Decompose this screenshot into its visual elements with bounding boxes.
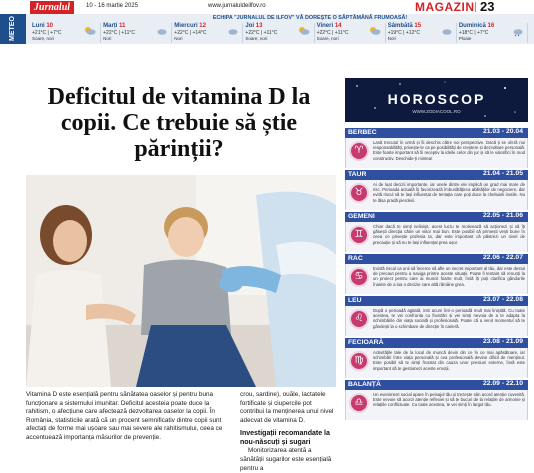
sign-name: FECIOARĂ [348, 339, 384, 346]
horoscope-sign [345, 296, 528, 336]
weather-day-desc: Nori [387, 36, 396, 41]
zodiac-glyph-icon: ♎ [354, 397, 364, 408]
horoscope-title: HOROSCOP [387, 91, 486, 107]
issue-date: 10 - 16 martie 2025 [86, 3, 139, 9]
weather-day-name: Duminică 16 [458, 23, 495, 29]
horoscope-sign [345, 128, 528, 168]
article-column-2 [240, 391, 337, 473]
cloud-icon [440, 26, 452, 36]
horoscope-sign [345, 254, 528, 294]
sun-cloud-icon [298, 26, 310, 36]
weather-days [30, 23, 528, 43]
zodiac-glyph-icon: ♉ [354, 187, 364, 198]
sign-text: Un eveniment social apare în peisajul tău și trezește sân acord atenție cuvenită. Este nevoie să acorzi atenție reflexiei și să te bucuri de la relațiile de armonie și relațiile conflictuale. Cu toate acestea, te vei simți în largul tău. [373, 392, 525, 408]
sign-text: Lasă trecutul în urmă și fii deschis către noi perspective. Dacă ți se oferă noi responsabilități, privește-le ca pe posibilități de creștere și dezvoltare personală. Este foarte important să fii receptiv la ideile celor din jur și să le valorifici în mod constructiv. Deschide-ți mintea! [373, 140, 525, 161]
sign-name: LEU [348, 297, 362, 304]
weather-day-desc: Soare, nori [32, 36, 55, 41]
weather-day-name: Sâmbătă 15 [387, 23, 422, 29]
zodiac-medallion-icon [349, 393, 369, 413]
sign-body [345, 222, 528, 252]
sign-text: Chiar dacă te simți nelinișit, acest lucru te motivează să acționezi și să îți găsești direcția către un viitor mai bun. Este posibil să primești vești bune în ceea ce privește profesia ta, dar este important că păstrezi un nivel de precauție și să nu te lași influențat prea ușor. [373, 224, 525, 245]
sign-body [345, 348, 528, 378]
website-link[interactable]: www.jurnaluldeilfov.ro [208, 3, 266, 9]
sign-dates: 21.03 - 20.04 [482, 128, 523, 135]
weather-banner-text: ECHIPA "JURNALUL DE ILFOV" VĂ DOREȘTE O SĂPTĂMÂNĂ FRUMOASĂ! [212, 15, 408, 21]
zodiac-glyph-icon: ♊ [354, 229, 364, 240]
zodiac-medallion-icon [349, 183, 369, 203]
weather-day-name: Vineri 14 [316, 23, 342, 29]
article-column-1: Vitamina D este esențială pentru sănătatea oaselor și pentru buna funcționare a sistemului imunitar. Deficitul acesteia poate duce la rahitism, o afecțiune care afectează dezvoltarea oaselor la copii. În România, statisticile arată că un procent semnificativ dintre copii sunt afectați de forme mai ușoare sau mai severe ale rahitismului, ceea ce accentuează importanța măsurilor de prevenție. [26, 391, 223, 441]
weather-day-temp: +22°C | +11°C [245, 30, 278, 36]
sign-dates: 23.08 - 21.09 [482, 338, 523, 345]
rain-icon [511, 26, 523, 36]
cloud-icon [226, 26, 238, 36]
sign-header [345, 296, 528, 306]
article-column-2-rest: Monitorizarea atentă a sănătății sugarilor este esențială pentru a [240, 447, 332, 472]
sign-header [345, 254, 528, 264]
weather-day [457, 23, 528, 43]
weather-day [101, 23, 172, 43]
horoscope-site: WWW.ZODIACOOL.RO [412, 109, 461, 114]
weather-day-temp: +19°C | +12°C [387, 30, 420, 36]
sign-text: După o perioadă agitată, intri acum într-o perioadă mult mai liniștită. Cu toate acestea, te vei confrunta cu frustrări și vei simți nevoia de a te adapta la schimbările din viața socială și profesională. Poate că a venit momentul să te gândești la o schimbare de direcție în carieră. [373, 308, 525, 329]
weather-day-desc: Soare, nori [245, 36, 268, 41]
weather-day-temp: +22°C | +11°C [103, 30, 136, 36]
sign-header [345, 380, 528, 390]
sign-header [345, 338, 528, 348]
sign-text: Ai de luat decizii importante, iar unele dintre ele implică un grad mai mare de risc. Perioada actuală îți favorizează îmbunătățirea abilităților de negociere, dar evită riscul să te lași influențat de tentația care poți duce la cheltuieli inutile. Nu te lăsa pradă pierderii. [373, 182, 525, 203]
sun-cloud-icon [369, 26, 381, 36]
sign-header [345, 170, 528, 180]
weather-day-temp: +21°C | +7°C [32, 30, 62, 36]
sign-dates: 22.09 - 22.10 [482, 380, 523, 387]
weather-day-temp: +18°C | +7°C [458, 30, 489, 36]
article-column-2-intro: crou, sardine), ouăle, lactatele fortificate și ciupercile pot contribui la menținerea unui nivel adecvat de vitamina D. [240, 391, 334, 424]
article-photo [26, 175, 336, 387]
sign-dates: 22.06 - 22.07 [482, 254, 523, 261]
weather-day-temp: +22°C | +14°C [174, 30, 207, 36]
weather-day [30, 23, 101, 43]
weather-day-name: Joi 13 [245, 23, 263, 29]
sign-text: Există riscul ca unii să încerce să afle un secret important al tău, dar este destul de precaut pentru a naviga printre aceste situații. Poate fi tentant să renunți la un proiect pentru care ai muncit foarte mult, însă îți poți clarifica gândurile înainte de a lua o decizie care altă rămâne grea. [373, 266, 525, 287]
sign-body [345, 306, 528, 336]
weather-day-desc: Soare, nori [316, 36, 339, 41]
cloud-icon [155, 26, 167, 36]
weather-day-desc: Nori [174, 36, 183, 41]
zodiac-medallion-icon [349, 141, 369, 161]
weather-day [243, 23, 314, 43]
doctor-child-illustration [26, 175, 336, 387]
sign-header [345, 212, 528, 222]
sign-name: TAUR [348, 171, 367, 178]
sign-dates: 22.05 - 21.06 [482, 212, 523, 219]
weather-day-name: Miercuri 12 [174, 23, 206, 29]
zodiac-medallion-icon [349, 225, 369, 245]
zodiac-medallion-icon [349, 309, 369, 329]
sign-name: GEMENI [348, 213, 375, 220]
sign-text: Activitățile tale de la locul de muncă devin din ce în ce mai apăsătoare, iar schimbări între viața personală și cea profesională devine dificil de menținut. Este posibil să te simți frustrat din cauza unor presiuni externe, însă este important să te gestionezi aceste emoții. [373, 350, 525, 371]
zodiac-medallion-icon [349, 267, 369, 287]
weather-day-name: Luni 10 [32, 23, 54, 29]
sign-name: RAC [348, 255, 363, 262]
weather-day-temp: +22°C | +11°C [316, 30, 349, 36]
page-number: 23 [480, 0, 495, 14]
sign-body [345, 180, 528, 210]
article-headline: Deficitul de vitamina D la copii. Ce trebuie să știe părinții? [47, 84, 311, 162]
header-divider [475, 2, 476, 12]
section-title: MAGAZIN [415, 0, 475, 14]
sign-name: BERBEC [348, 129, 377, 136]
sun-cloud-icon [84, 26, 96, 36]
sign-body [345, 390, 528, 420]
weather-day [386, 23, 457, 43]
weather-day-name: Marți 11 [103, 23, 126, 29]
weather-side-label: METEO [0, 14, 26, 44]
sign-body [345, 138, 528, 168]
horoscope-sign [345, 212, 528, 252]
zodiac-glyph-icon: ♍ [354, 355, 364, 366]
horoscope-sign [345, 380, 528, 420]
horoscope-sign [345, 338, 528, 378]
horoscope-banner [345, 78, 528, 122]
weather-day [315, 23, 386, 43]
zodiac-medallion-icon [349, 351, 369, 371]
weather-day-desc: Ploaie [458, 36, 472, 41]
weather-day-desc: Nori [103, 36, 112, 41]
newspaper-logo[interactable]: Jurnalul [30, 1, 74, 14]
horoscope-panel [345, 78, 528, 462]
sign-body [345, 264, 528, 294]
horoscope-sign [345, 170, 528, 210]
weather-day [172, 23, 243, 43]
zodiac-glyph-icon: ♋ [354, 271, 364, 282]
sign-header [345, 128, 528, 138]
zodiac-glyph-icon: ♈ [354, 145, 364, 156]
sign-name: BALANȚĂ [348, 381, 381, 388]
zodiac-glyph-icon: ♌ [354, 313, 364, 324]
sign-dates: 21.04 - 21.05 [482, 170, 523, 177]
article-subheading: Investigații recomandate la nou-născuți și sugari [240, 430, 330, 447]
sign-dates: 23.07 - 22.08 [482, 296, 523, 303]
